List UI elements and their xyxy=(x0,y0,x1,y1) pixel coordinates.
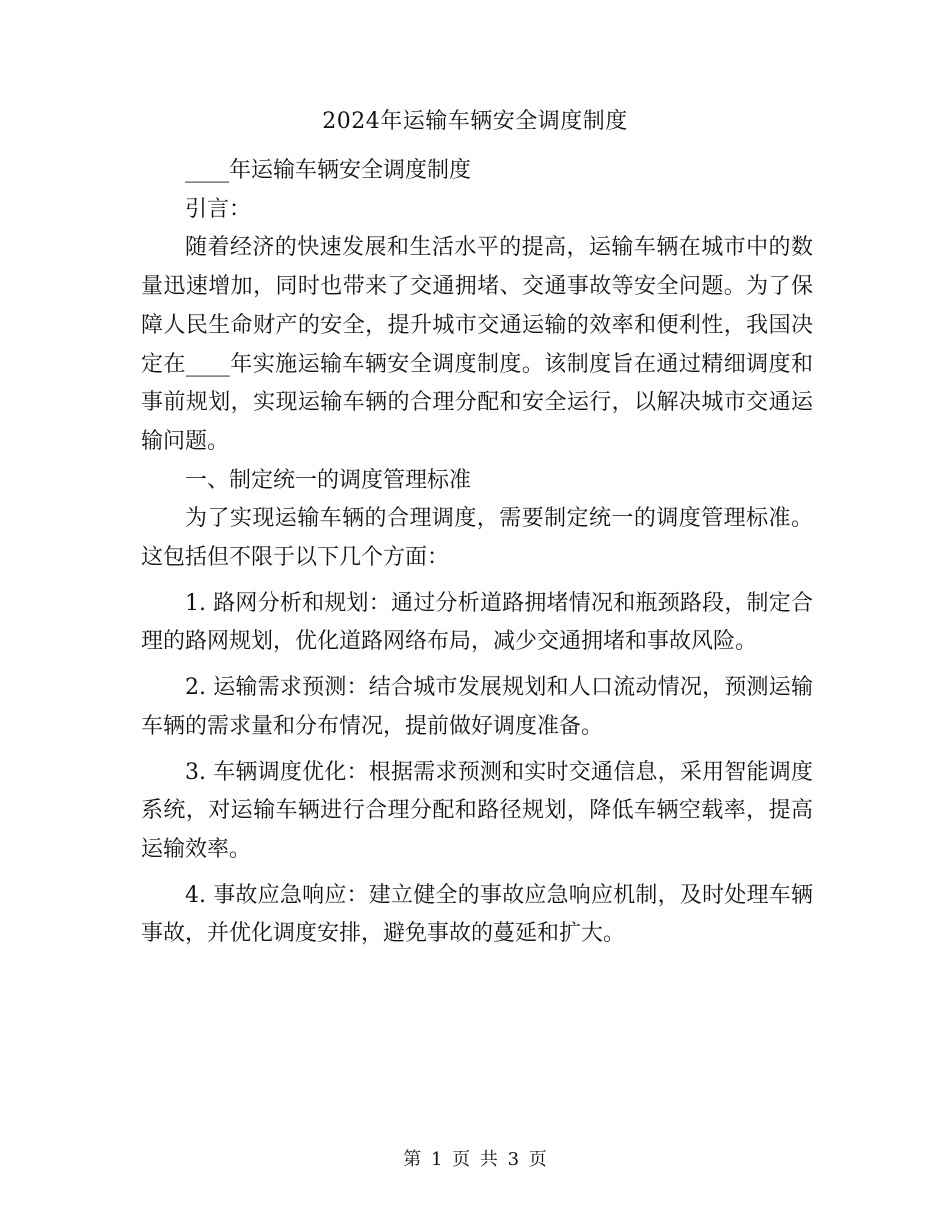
subtitle-paragraph: ____年运输车辆安全调度制度 xyxy=(185,158,472,183)
list-item-1: 1. 路网分析和规划：通过分析道路拥堵情况和瓶颈路段，制定合理的路网规划，优化道路网络布局，减少交通拥堵和事故风险。 xyxy=(141,590,813,655)
document-title: 2024年运输车辆安全调度制度 xyxy=(322,109,628,134)
intro-paragraph: 随着经济的快速发展和生活水平的提高，运输车辆在城市中的数量迅速增加，同时也带来了交通拥堵、交通事故等安全问题。为了保障人民生命财产的安全，提升城市交通运输的效率和便利性，我国决定在____年实施运输车辆安全调度制度。该制度旨在通过精细调度和事前规划，实现运输车辆的合理分配和安全运行，以解决城市交通运输问题。 xyxy=(141,235,813,454)
section-1-intro-paragraph: 为了实现运输车辆的合理调度，需要制定统一的调度管理标准。这包括但不限于以下几个方面： xyxy=(141,506,813,571)
section-1-heading: 一、制定统一的调度管理标准 xyxy=(185,467,472,493)
list-item-3: 3. 车辆调度优化：根据需求预测和实时交通信息，采用智能调度系统，对运输车辆进行合理分配和路径规划，降低车辆空载率，提高运输效率。 xyxy=(141,759,813,862)
document-body xyxy=(141,152,813,954)
page-footer: 第 1 页 共 3 页 xyxy=(403,1149,547,1170)
list-item-2: 2. 运输需求预测：结合城市发展规划和人口流动情况，预测运输车辆的需求量和分布情况，提前做好调度准备。 xyxy=(141,675,813,739)
intro-heading: 引言： xyxy=(185,196,252,222)
list-item-4: 4. 事故应急响应：建立健全的事故应急响应机制，及时处理车辆事故，并优化调度安排，避免事故的蔓延和扩大。 xyxy=(141,882,813,947)
